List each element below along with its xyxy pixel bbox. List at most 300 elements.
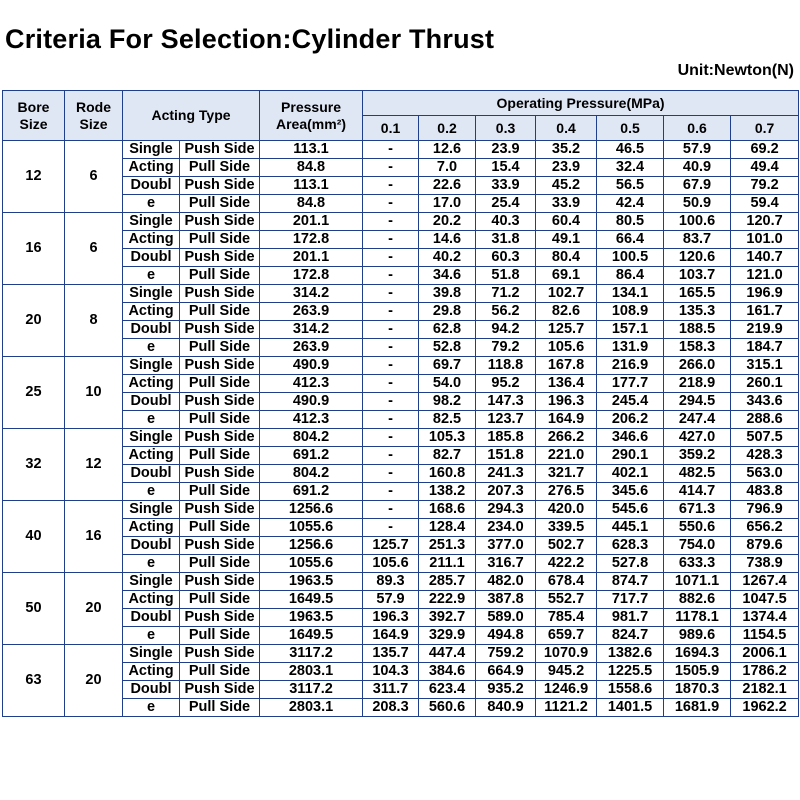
pressure-area-cell: 314.2 <box>260 285 363 303</box>
thrust-value-cell: 981.7 <box>597 609 664 627</box>
thrust-value-cell: 184.7 <box>731 339 799 357</box>
thrust-value-cell: - <box>363 447 419 465</box>
thrust-value-cell: 329.9 <box>419 627 476 645</box>
thrust-value-cell: 315.1 <box>731 357 799 375</box>
thrust-value-cell: 879.6 <box>731 537 799 555</box>
pressure-area-cell: 113.1 <box>260 177 363 195</box>
rod-size-cell: 6 <box>65 213 123 285</box>
side-label: Pull Side <box>180 411 260 429</box>
table-row <box>3 393 799 411</box>
thrust-value-cell: - <box>363 249 419 267</box>
thrust-value-cell: 185.8 <box>476 429 536 447</box>
thrust-value-cell: 67.9 <box>664 177 731 195</box>
pressure-area-cell: 1649.5 <box>260 627 363 645</box>
thrust-value-cell: 134.1 <box>597 285 664 303</box>
thrust-value-cell: 66.4 <box>597 231 664 249</box>
header-pressure-col: 0.5 <box>597 116 664 141</box>
thrust-value-cell: 157.1 <box>597 321 664 339</box>
pressure-area-cell: 804.2 <box>260 465 363 483</box>
thrust-value-cell: 42.4 <box>597 195 664 213</box>
thrust-value-cell: 208.3 <box>363 699 419 717</box>
pressure-area-cell: 263.9 <box>260 339 363 357</box>
header-rod-size: Rode Size <box>65 91 123 141</box>
thrust-value-cell: 1178.1 <box>664 609 731 627</box>
acting-type-label: e <box>123 483 180 501</box>
thrust-value-cell: - <box>363 339 419 357</box>
side-label: Push Side <box>180 501 260 519</box>
thrust-value-cell: 100.6 <box>664 213 731 231</box>
thrust-value-cell: 945.2 <box>536 663 597 681</box>
acting-type-label: Acting <box>123 303 180 321</box>
thrust-value-cell: 260.1 <box>731 375 799 393</box>
thrust-value-cell: 989.6 <box>664 627 731 645</box>
table-body <box>3 141 799 717</box>
thrust-value-cell: 427.0 <box>664 429 731 447</box>
thrust-value-cell: 882.6 <box>664 591 731 609</box>
thrust-value-cell: 316.7 <box>476 555 536 573</box>
side-label: Push Side <box>180 177 260 195</box>
thrust-value-cell: 17.0 <box>419 195 476 213</box>
rod-size-cell: 16 <box>65 501 123 573</box>
thrust-value-cell: 216.9 <box>597 357 664 375</box>
thrust-value-cell: 125.7 <box>536 321 597 339</box>
thrust-value-cell: - <box>363 357 419 375</box>
thrust-value-cell: 294.3 <box>476 501 536 519</box>
thrust-value-cell: - <box>363 465 419 483</box>
acting-type-label: e <box>123 195 180 213</box>
thrust-value-cell: 552.7 <box>536 591 597 609</box>
thrust-value-cell: 1267.4 <box>731 573 799 591</box>
thrust-value-cell: - <box>363 321 419 339</box>
thrust-value-cell: 151.8 <box>476 447 536 465</box>
thrust-value-cell: 414.7 <box>664 483 731 501</box>
thrust-value-cell: - <box>363 177 419 195</box>
thrust-value-cell: 33.9 <box>536 195 597 213</box>
pressure-area-cell: 3117.2 <box>260 645 363 663</box>
thrust-value-cell: 359.2 <box>664 447 731 465</box>
thrust-value-cell: 69.1 <box>536 267 597 285</box>
thrust-value-cell: 125.7 <box>363 537 419 555</box>
thrust-value-cell: 105.3 <box>419 429 476 447</box>
thrust-value-cell: 108.9 <box>597 303 664 321</box>
thrust-value-cell: 678.4 <box>536 573 597 591</box>
thrust-value-cell: 136.4 <box>536 375 597 393</box>
thrust-value-cell: 482.0 <box>476 573 536 591</box>
table-row <box>3 231 799 249</box>
acting-type-label: Doubl <box>123 537 180 555</box>
thrust-value-cell: - <box>363 501 419 519</box>
side-label: Push Side <box>180 213 260 231</box>
pressure-area-cell: 172.8 <box>260 267 363 285</box>
pressure-area-cell: 314.2 <box>260 321 363 339</box>
pressure-area-cell: 172.8 <box>260 231 363 249</box>
acting-type-label: e <box>123 267 180 285</box>
acting-type-label: Doubl <box>123 393 180 411</box>
thrust-value-cell: 177.7 <box>597 375 664 393</box>
rod-size-cell: 12 <box>65 429 123 501</box>
thrust-value-cell: 14.6 <box>419 231 476 249</box>
thrust-value-cell: 266.0 <box>664 357 731 375</box>
thrust-value-cell: 20.2 <box>419 213 476 231</box>
side-label: Push Side <box>180 393 260 411</box>
thrust-value-cell: 188.5 <box>664 321 731 339</box>
side-label: Push Side <box>180 609 260 627</box>
side-label: Push Side <box>180 681 260 699</box>
table-row <box>3 195 799 213</box>
acting-type-label: Acting <box>123 591 180 609</box>
thrust-value-cell: 69.7 <box>419 357 476 375</box>
pressure-area-cell: 201.1 <box>260 249 363 267</box>
acting-type-label: Single <box>123 357 180 375</box>
thrust-value-cell: 1071.1 <box>664 573 731 591</box>
thrust-value-cell: - <box>363 285 419 303</box>
thrust-value-cell: 83.7 <box>664 231 731 249</box>
thrust-value-cell: 2182.1 <box>731 681 799 699</box>
thrust-value-cell: 1694.3 <box>664 645 731 663</box>
side-label: Pull Side <box>180 447 260 465</box>
thrust-value-cell: 196.9 <box>731 285 799 303</box>
side-label: Push Side <box>180 249 260 267</box>
thrust-value-cell: 290.1 <box>597 447 664 465</box>
thrust-value-cell: 50.9 <box>664 195 731 213</box>
thrust-value-cell: 100.5 <box>597 249 664 267</box>
thrust-value-cell: 633.3 <box>664 555 731 573</box>
side-label: Pull Side <box>180 303 260 321</box>
table-row <box>3 501 799 519</box>
header-pressure-col: 0.3 <box>476 116 536 141</box>
thrust-value-cell: 428.3 <box>731 447 799 465</box>
thrust-value-cell: 628.3 <box>597 537 664 555</box>
thrust-value-cell: 276.5 <box>536 483 597 501</box>
thrust-value-cell: 82.6 <box>536 303 597 321</box>
table-row <box>3 681 799 699</box>
pressure-area-cell: 1963.5 <box>260 573 363 591</box>
thrust-value-cell: 59.4 <box>731 195 799 213</box>
thrust-value-cell: 102.7 <box>536 285 597 303</box>
thrust-value-cell: 104.3 <box>363 663 419 681</box>
thrust-value-cell: 51.8 <box>476 267 536 285</box>
header-pressure-col: 0.1 <box>363 116 419 141</box>
thrust-value-cell: 345.6 <box>597 483 664 501</box>
header-operating-pressure: Operating Pressure(MPa) <box>363 91 799 116</box>
thrust-value-cell: 98.2 <box>419 393 476 411</box>
acting-type-label: Single <box>123 429 180 447</box>
thrust-value-cell: 1374.4 <box>731 609 799 627</box>
acting-type-label: Single <box>123 141 180 159</box>
pressure-area-cell: 2803.1 <box>260 663 363 681</box>
thrust-value-cell: 482.5 <box>664 465 731 483</box>
table-row <box>3 213 799 231</box>
side-label: Pull Side <box>180 663 260 681</box>
acting-type-label: Single <box>123 285 180 303</box>
thrust-value-cell: 527.8 <box>597 555 664 573</box>
table-row <box>3 699 799 717</box>
table-row <box>3 411 799 429</box>
thrust-value-cell: 52.8 <box>419 339 476 357</box>
thrust-value-cell: 82.5 <box>419 411 476 429</box>
table-row <box>3 609 799 627</box>
side-label: Push Side <box>180 141 260 159</box>
thrust-value-cell: 659.7 <box>536 627 597 645</box>
thrust-value-cell: 49.4 <box>731 159 799 177</box>
thrust-value-cell: 623.4 <box>419 681 476 699</box>
thrust-value-cell: 671.3 <box>664 501 731 519</box>
table-row <box>3 267 799 285</box>
side-label: Pull Side <box>180 483 260 501</box>
thrust-value-cell: - <box>363 375 419 393</box>
pressure-area-cell: 263.9 <box>260 303 363 321</box>
thrust-value-cell: 168.6 <box>419 501 476 519</box>
thrust-value-cell: - <box>363 267 419 285</box>
thrust-value-cell: 207.3 <box>476 483 536 501</box>
pressure-area-cell: 1256.6 <box>260 501 363 519</box>
table-row <box>3 483 799 501</box>
thrust-value-cell: 1558.6 <box>597 681 664 699</box>
acting-type-label: Doubl <box>123 177 180 195</box>
header-bore-size: Bore Size <box>3 91 65 141</box>
thrust-value-cell: 23.9 <box>536 159 597 177</box>
thrust-value-cell: 161.7 <box>731 303 799 321</box>
unit-label: Unit:Newton(N) <box>677 62 794 79</box>
thrust-value-cell: 563.0 <box>731 465 799 483</box>
thrust-value-cell: 95.2 <box>476 375 536 393</box>
acting-type-label: Doubl <box>123 465 180 483</box>
thrust-value-cell: 167.8 <box>536 357 597 375</box>
thrust-value-cell: 82.7 <box>419 447 476 465</box>
side-label: Push Side <box>180 537 260 555</box>
thrust-value-cell: 33.9 <box>476 177 536 195</box>
thrust-value-cell: - <box>363 141 419 159</box>
thrust-value-cell: 25.4 <box>476 195 536 213</box>
acting-type-label: e <box>123 411 180 429</box>
thrust-value-cell: 1154.5 <box>731 627 799 645</box>
thrust-value-cell: 2006.1 <box>731 645 799 663</box>
thrust-value-cell: - <box>363 159 419 177</box>
thrust-value-cell: 206.2 <box>597 411 664 429</box>
thrust-value-cell: - <box>363 411 419 429</box>
thrust-value-cell: 221.0 <box>536 447 597 465</box>
pressure-area-cell: 804.2 <box>260 429 363 447</box>
thrust-value-cell: 40.3 <box>476 213 536 231</box>
acting-type-label: Single <box>123 645 180 663</box>
thrust-value-cell: 123.7 <box>476 411 536 429</box>
thrust-value-cell: 241.3 <box>476 465 536 483</box>
table-header <box>3 91 799 141</box>
table-row <box>3 573 799 591</box>
thrust-value-cell: 140.7 <box>731 249 799 267</box>
acting-type-label: e <box>123 555 180 573</box>
table-row <box>3 303 799 321</box>
thrust-value-cell: 164.9 <box>363 627 419 645</box>
side-label: Push Side <box>180 429 260 447</box>
thrust-value-cell: 664.9 <box>476 663 536 681</box>
pressure-area-cell: 201.1 <box>260 213 363 231</box>
thrust-value-cell: 118.8 <box>476 357 536 375</box>
bore-size-cell: 50 <box>3 573 65 645</box>
side-label: Push Side <box>180 357 260 375</box>
thrust-value-cell: 935.2 <box>476 681 536 699</box>
thrust-value-cell: 22.6 <box>419 177 476 195</box>
thrust-value-cell: 40.2 <box>419 249 476 267</box>
thrust-value-cell: 234.0 <box>476 519 536 537</box>
thrust-value-cell: 120.7 <box>731 213 799 231</box>
table-row <box>3 357 799 375</box>
table-row <box>3 285 799 303</box>
bore-size-cell: 63 <box>3 645 65 717</box>
table-row <box>3 627 799 645</box>
header-pressure-col: 0.4 <box>536 116 597 141</box>
thrust-value-cell: 105.6 <box>363 555 419 573</box>
acting-type-label: Acting <box>123 231 180 249</box>
side-label: Pull Side <box>180 519 260 537</box>
thrust-value-cell: 759.2 <box>476 645 536 663</box>
thrust-value-cell: 89.3 <box>363 573 419 591</box>
header-pressure-col: 0.6 <box>664 116 731 141</box>
pressure-area-cell: 490.9 <box>260 393 363 411</box>
header-pressure-area: Pressure Area(mm²) <box>260 91 363 141</box>
thrust-value-cell: 1870.3 <box>664 681 731 699</box>
acting-type-label: Single <box>123 213 180 231</box>
pressure-area-cell: 412.3 <box>260 375 363 393</box>
thrust-value-cell: 7.0 <box>419 159 476 177</box>
acting-type-label: Doubl <box>123 249 180 267</box>
thrust-value-cell: 222.9 <box>419 591 476 609</box>
pressure-area-cell: 1649.5 <box>260 591 363 609</box>
bore-size-cell: 16 <box>3 213 65 285</box>
table-row <box>3 645 799 663</box>
pressure-area-cell: 1055.6 <box>260 555 363 573</box>
thrust-value-cell: 754.0 <box>664 537 731 555</box>
thrust-value-cell: 60.4 <box>536 213 597 231</box>
thrust-value-cell: - <box>363 429 419 447</box>
thrust-value-cell: - <box>363 195 419 213</box>
thrust-value-cell: - <box>363 393 419 411</box>
pressure-area-cell: 691.2 <box>260 483 363 501</box>
thrust-value-cell: 32.4 <box>597 159 664 177</box>
header-pressure-col: 0.2 <box>419 116 476 141</box>
thrust-value-cell: 1070.9 <box>536 645 597 663</box>
thrust-value-cell: 121.0 <box>731 267 799 285</box>
page-title: Criteria For Selection:Cylinder Thrust <box>5 24 495 54</box>
thrust-value-cell: 343.6 <box>731 393 799 411</box>
thrust-value-cell: 131.9 <box>597 339 664 357</box>
thrust-value-cell: 545.6 <box>597 501 664 519</box>
acting-type-label: e <box>123 339 180 357</box>
acting-type-label: Doubl <box>123 681 180 699</box>
thrust-value-cell: 105.6 <box>536 339 597 357</box>
bore-size-cell: 12 <box>3 141 65 213</box>
thrust-value-cell: 120.6 <box>664 249 731 267</box>
thrust-value-cell: 160.8 <box>419 465 476 483</box>
thrust-value-cell: 29.8 <box>419 303 476 321</box>
side-label: Pull Side <box>180 339 260 357</box>
side-label: Pull Side <box>180 375 260 393</box>
table-row <box>3 141 799 159</box>
pressure-area-cell: 1963.5 <box>260 609 363 627</box>
thrust-value-cell: 1246.9 <box>536 681 597 699</box>
thrust-value-cell: 147.3 <box>476 393 536 411</box>
table-row <box>3 321 799 339</box>
header-pressure-col: 0.7 <box>731 116 799 141</box>
thrust-value-cell: 738.9 <box>731 555 799 573</box>
rod-size-cell: 6 <box>65 141 123 213</box>
thrust-value-cell: 311.7 <box>363 681 419 699</box>
thrust-value-cell: 502.7 <box>536 537 597 555</box>
rod-size-cell: 10 <box>65 357 123 429</box>
thrust-value-cell: 377.0 <box>476 537 536 555</box>
thrust-value-cell: 550.6 <box>664 519 731 537</box>
acting-type-label: Single <box>123 501 180 519</box>
thrust-value-cell: 840.9 <box>476 699 536 717</box>
side-label: Pull Side <box>180 591 260 609</box>
pressure-area-cell: 3117.2 <box>260 681 363 699</box>
thrust-value-cell: 79.2 <box>731 177 799 195</box>
thrust-value-cell: 346.6 <box>597 429 664 447</box>
thrust-value-cell: 211.1 <box>419 555 476 573</box>
side-label: Pull Side <box>180 555 260 573</box>
thrust-value-cell: - <box>363 519 419 537</box>
thrust-value-cell: 86.4 <box>597 267 664 285</box>
thrust-value-cell: 60.3 <box>476 249 536 267</box>
side-label: Pull Side <box>180 699 260 717</box>
thrust-value-cell: 824.7 <box>597 627 664 645</box>
table-row <box>3 591 799 609</box>
pressure-area-cell: 1055.6 <box>260 519 363 537</box>
thrust-value-cell: 218.9 <box>664 375 731 393</box>
thrust-value-cell: 57.9 <box>664 141 731 159</box>
acting-type-label: e <box>123 699 180 717</box>
table-row <box>3 555 799 573</box>
thrust-value-cell: 251.3 <box>419 537 476 555</box>
thrust-value-cell: 219.9 <box>731 321 799 339</box>
thrust-value-cell: 266.2 <box>536 429 597 447</box>
table-row <box>3 447 799 465</box>
side-label: Pull Side <box>180 627 260 645</box>
thrust-value-cell: 1962.2 <box>731 699 799 717</box>
thrust-value-cell: 447.4 <box>419 645 476 663</box>
thrust-value-cell: 494.8 <box>476 627 536 645</box>
side-label: Pull Side <box>180 195 260 213</box>
side-label: Push Side <box>180 321 260 339</box>
thrust-value-cell: 1225.5 <box>597 663 664 681</box>
thrust-value-cell: 1505.9 <box>664 663 731 681</box>
side-label: Pull Side <box>180 159 260 177</box>
thrust-value-cell: - <box>363 303 419 321</box>
side-label: Push Side <box>180 573 260 591</box>
acting-type-label: Doubl <box>123 609 180 627</box>
thrust-value-cell: 80.4 <box>536 249 597 267</box>
thrust-value-cell: 560.6 <box>419 699 476 717</box>
thrust-value-cell: 247.4 <box>664 411 731 429</box>
thrust-value-cell: 31.8 <box>476 231 536 249</box>
thrust-value-cell: 1681.9 <box>664 699 731 717</box>
thrust-value-cell: 420.0 <box>536 501 597 519</box>
thrust-value-cell: 1382.6 <box>597 645 664 663</box>
rod-size-cell: 8 <box>65 285 123 357</box>
thrust-table <box>2 90 799 717</box>
thrust-value-cell: 34.6 <box>419 267 476 285</box>
thrust-value-cell: 80.5 <box>597 213 664 231</box>
thrust-value-cell: 40.9 <box>664 159 731 177</box>
pressure-area-cell: 691.2 <box>260 447 363 465</box>
side-label: Push Side <box>180 285 260 303</box>
thrust-value-cell: 196.3 <box>536 393 597 411</box>
thrust-value-cell: 796.9 <box>731 501 799 519</box>
thrust-value-cell: 135.7 <box>363 645 419 663</box>
thrust-value-cell: 387.8 <box>476 591 536 609</box>
header-acting-type: Acting Type <box>123 91 260 141</box>
thrust-value-cell: 1047.5 <box>731 591 799 609</box>
